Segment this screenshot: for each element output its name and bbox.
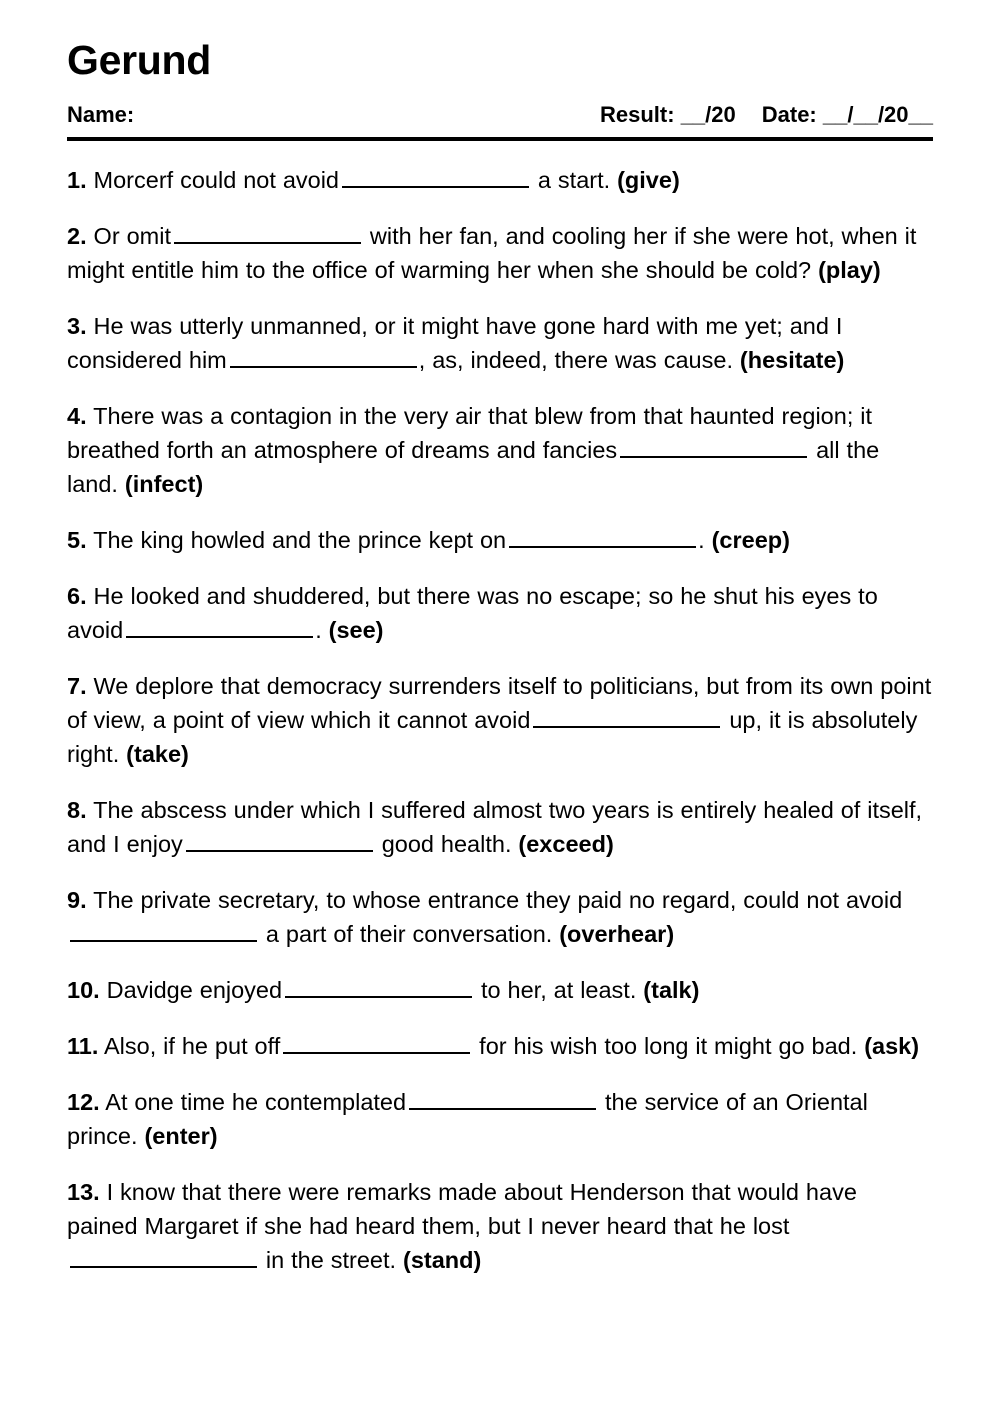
question-item (67, 1029, 933, 1063)
question-number: 7. (67, 673, 87, 699)
result-label: Result: (600, 102, 675, 127)
question-text-before-blank: Davidge enjoyed (99, 977, 283, 1003)
question-item (67, 523, 933, 557)
question-item (67, 309, 933, 377)
question-text-after-blank: up, it is absolutely right. (67, 707, 918, 767)
answer-blank[interactable] (126, 616, 313, 638)
question-text-before-blank: I know that there were remarks made about Henderson that would have pained Margaret if she had heard them, but I never heard that he lost (67, 1179, 857, 1239)
answer-blank[interactable] (533, 706, 720, 728)
question-item (67, 793, 933, 861)
question-text-before-blank: He looked and shuddered, but there was no escape; so he shut his eyes to avoid (67, 583, 878, 643)
verb-cue: (take) (119, 741, 189, 767)
question-text-after-blank: a part of their conversation. (259, 921, 553, 947)
question-text-before-blank: The king howled and the prince kept on (86, 527, 507, 553)
question-text-after-blank: good health. (374, 831, 512, 857)
question-text-before-blank: The abscess under which I suffered almost two years is entirely healed of itself, and I enjoy (67, 797, 923, 857)
question-number: 10. (67, 977, 100, 1003)
question-item (67, 579, 933, 647)
question-item (67, 163, 933, 197)
result-field-group (600, 102, 736, 128)
answer-blank[interactable] (509, 526, 696, 548)
question-text-after-blank: . (698, 527, 705, 553)
verb-cue: (enter) (137, 1123, 218, 1149)
date-field-group (762, 102, 933, 128)
question-number: 11. (67, 1033, 99, 1059)
question-number: 9. (67, 887, 87, 913)
header-divider (67, 137, 933, 141)
verb-cue: (stand) (396, 1247, 482, 1273)
question-text-before-blank: Or omit (86, 223, 171, 249)
question-number: 6. (67, 583, 87, 609)
answer-blank[interactable] (174, 222, 361, 244)
question-number: 1. (67, 167, 87, 193)
verb-cue: (ask) (857, 1033, 920, 1059)
date-label: Date: (761, 102, 817, 127)
name-field-group (67, 102, 134, 128)
question-number: 4. (67, 403, 87, 429)
question-item (67, 669, 933, 771)
verb-cue: (give) (610, 167, 680, 193)
question-text-before-blank: There was a contagion in the very air that blew from that haunted region; it breathed forth an atmosphere of dreams and fancies (67, 403, 873, 463)
verb-cue: (see) (321, 617, 384, 643)
question-number: 2. (67, 223, 87, 249)
question-number: 12. (67, 1089, 100, 1115)
question-item (67, 1085, 933, 1153)
verb-cue: (play) (811, 257, 881, 283)
verb-cue: (infect) (117, 471, 204, 497)
result-value: __/20 (680, 102, 736, 127)
question-text-after-blank: all the land. (67, 437, 880, 497)
result-date-group (600, 102, 933, 128)
answer-blank[interactable] (70, 920, 257, 942)
question-number: 5. (67, 527, 87, 553)
question-number: 3. (67, 313, 87, 339)
worksheet-meta-row (67, 102, 933, 128)
name-label: Name: (67, 102, 135, 127)
question-text-before-blank: He was utterly unmanned, or it might have gone hard with me yet; and I considered him (67, 313, 843, 373)
questions-list (67, 163, 933, 1277)
answer-blank[interactable] (186, 830, 373, 852)
answer-blank[interactable] (342, 166, 529, 188)
question-text-after-blank: in the street. (259, 1247, 397, 1273)
verb-cue: (creep) (704, 527, 790, 553)
question-number: 13. (67, 1179, 100, 1205)
answer-blank[interactable] (620, 436, 807, 458)
date-value: __/__/20__ (822, 102, 933, 127)
answer-blank[interactable] (283, 1032, 470, 1054)
question-text-after-blank: , as, indeed, there was cause. (418, 347, 733, 373)
verb-cue: (exceed) (511, 831, 614, 857)
question-text-after-blank: with her fan, and cooling her if she were hot, when it might entitle him to the office of warming her when she should be cold? (67, 223, 917, 283)
question-text-before-blank: The private secretary, to whose entrance they paid no regard, could not avoid (86, 887, 903, 913)
question-item (67, 883, 933, 951)
answer-blank[interactable] (70, 1246, 257, 1268)
question-text-before-blank: We deplore that democracy surrenders itself to politicians, but from its own point of view, a point of view which it cannot avoid (67, 673, 932, 733)
question-text-before-blank: Also, if he put off (98, 1033, 281, 1059)
question-number: 8. (67, 797, 87, 823)
question-text-before-blank: Morcerf could not avoid (86, 167, 339, 193)
answer-blank[interactable] (409, 1088, 596, 1110)
question-text-after-blank: a start. (531, 167, 611, 193)
question-text-before-blank: At one time he contemplated (99, 1089, 407, 1115)
verb-cue: (talk) (636, 977, 700, 1003)
question-text-after-blank: for his wish too long it might go bad. (472, 1033, 858, 1059)
question-item (67, 219, 933, 287)
verb-cue: (hesitate) (732, 347, 845, 373)
question-item (67, 399, 933, 501)
question-text-after-blank: the service of an Oriental prince. (67, 1089, 868, 1149)
answer-blank[interactable] (285, 976, 472, 998)
verb-cue: (overhear) (552, 921, 675, 947)
question-item (67, 1175, 933, 1277)
question-text-after-blank: . (315, 617, 322, 643)
answer-blank[interactable] (230, 346, 417, 368)
question-text-after-blank: to her, at least. (474, 977, 637, 1003)
question-item (67, 973, 933, 1007)
page-title: Gerund (67, 37, 211, 83)
